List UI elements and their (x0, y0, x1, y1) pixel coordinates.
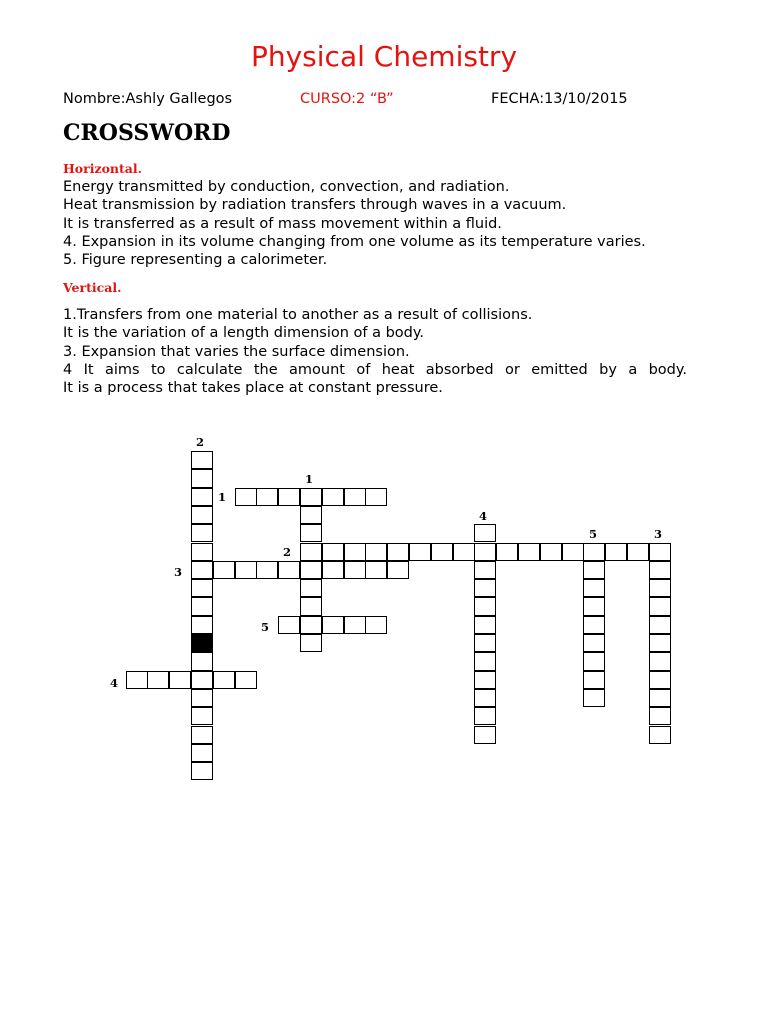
crossword-cell[interactable] (474, 579, 496, 597)
crossword-cell[interactable] (344, 561, 366, 579)
crossword-cell[interactable] (474, 524, 496, 542)
crossword-cell[interactable] (649, 726, 671, 744)
crossword-cell[interactable] (583, 579, 605, 597)
crossword-cell[interactable] (300, 561, 322, 579)
crossword-cell[interactable] (235, 488, 257, 506)
horizontal-clue: Energy transmitted by conduction, convection, and radiation. (63, 179, 510, 195)
across-number: 5 (261, 620, 270, 634)
crossword-cell[interactable] (649, 597, 671, 615)
crossword-cell[interactable] (300, 597, 322, 615)
horizontal-heading: Horizontal. (63, 161, 142, 176)
crossword-cell[interactable] (278, 561, 300, 579)
crossword-cell[interactable] (191, 744, 213, 762)
horizontal-clue: Heat transmission by radiation transfers through waves in a vacuum. (63, 197, 567, 214)
crossword-cell[interactable] (583, 616, 605, 634)
crossword-cell[interactable] (213, 671, 235, 689)
crossword-cell[interactable] (649, 689, 671, 707)
vertical-clue: 1.Transfers from one material to another as a result of collisions. (63, 307, 533, 323)
crossword-cell[interactable] (431, 543, 453, 561)
crossword-black-cell (191, 634, 213, 652)
crossword-cell[interactable] (365, 561, 387, 579)
crossword-cell[interactable] (191, 543, 213, 561)
crossword-cell[interactable] (474, 616, 496, 634)
across-number: 3 (174, 565, 183, 579)
crossword-cell[interactable] (235, 671, 257, 689)
down-number: 1 (305, 472, 314, 486)
crossword-cell[interactable] (300, 579, 322, 597)
down-number: 5 (589, 527, 598, 541)
crossword-cell[interactable] (474, 689, 496, 707)
crossword-cell[interactable] (191, 689, 213, 707)
crossword-cell[interactable] (387, 543, 409, 561)
crossword-cell[interactable] (147, 671, 169, 689)
crossword-cell[interactable] (300, 524, 322, 542)
page-title: Physical Chemistry (250, 40, 518, 73)
across-number: 1 (218, 490, 227, 504)
crossword-cell[interactable] (300, 543, 322, 561)
vertical-heading: Vertical. (63, 280, 122, 295)
crossword-cell[interactable] (649, 579, 671, 597)
crossword-cell[interactable] (300, 616, 322, 634)
crossword-cell[interactable] (126, 671, 148, 689)
crossword-cell[interactable] (496, 543, 518, 561)
crossword-cell[interactable] (191, 726, 213, 744)
crossword-cell[interactable] (474, 597, 496, 615)
crossword-cell[interactable] (344, 543, 366, 561)
across-number: 2 (283, 545, 292, 559)
crossword-cell[interactable] (649, 616, 671, 634)
crossword-cell[interactable] (191, 506, 213, 524)
crossword-cell[interactable] (191, 469, 213, 487)
crossword-cell[interactable] (322, 561, 344, 579)
date-label: FECHA:13/10/2015 (491, 91, 628, 107)
crossword-cell[interactable] (583, 671, 605, 689)
crossword-cell[interactable] (169, 671, 191, 689)
student-name: Nombre:Ashly Gallegos (63, 91, 233, 107)
crossword-cell[interactable] (474, 707, 496, 725)
crossword-cell[interactable] (191, 451, 213, 469)
crossword-cell[interactable] (322, 616, 344, 634)
vertical-clue: 3. Expansion that varies the surface dimension. (63, 343, 410, 360)
crossword-cell[interactable] (191, 524, 213, 542)
crossword-cell[interactable] (649, 634, 671, 652)
course-label: CURSO:2 “B” (300, 91, 394, 107)
crossword-cell[interactable] (365, 543, 387, 561)
crossword-cell[interactable] (583, 652, 605, 670)
crossword-cell[interactable] (344, 488, 366, 506)
crossword-cell[interactable] (365, 616, 387, 634)
crossword-cell[interactable] (191, 616, 213, 634)
crossword-cell[interactable] (191, 671, 213, 689)
crossword-cell[interactable] (191, 762, 213, 780)
crossword-cell[interactable] (649, 671, 671, 689)
crossword-cell[interactable] (649, 652, 671, 670)
crossword-cell[interactable] (365, 488, 387, 506)
vertical-clue: It is a process that takes place at constant pressure. (63, 380, 443, 397)
crossword-cell[interactable] (278, 616, 300, 634)
crossword-cell[interactable] (278, 488, 300, 506)
crossword-cell[interactable] (583, 543, 605, 561)
crossword-cell[interactable] (649, 543, 671, 561)
vertical-clue: 4 It aims to calculate the amount of heat absorbed or emitted by a body. (63, 361, 687, 378)
crossword-cell[interactable] (213, 561, 235, 579)
crossword-cell[interactable] (191, 579, 213, 597)
crossword-cell[interactable] (474, 671, 496, 689)
crossword-cell[interactable] (474, 561, 496, 579)
across-number: 4 (110, 676, 119, 690)
crossword-cell[interactable] (474, 634, 496, 652)
down-number: 4 (479, 509, 488, 523)
crossword-cell[interactable] (344, 616, 366, 634)
crossword-cell[interactable] (300, 488, 322, 506)
vertical-clue: It is the variation of a length dimension of a body. (63, 325, 425, 342)
horizontal-clue: 4. Expansion in its volume changing from one volume as its temperature varies. (63, 233, 646, 250)
crossword-cell[interactable] (300, 506, 322, 524)
crossword-cell[interactable] (322, 543, 344, 561)
crossword-cell[interactable] (627, 543, 649, 561)
crossword-cell[interactable] (453, 543, 475, 561)
crossword-cell[interactable] (474, 543, 496, 561)
crossword-cell[interactable] (235, 561, 257, 579)
crossword-cell[interactable] (191, 561, 213, 579)
crossword-cell[interactable] (583, 561, 605, 579)
crossword-heading: CROSSWORD (63, 120, 231, 146)
crossword-cell[interactable] (649, 561, 671, 579)
crossword-cell[interactable] (300, 634, 322, 652)
crossword-cell[interactable] (474, 726, 496, 744)
crossword-cell[interactable] (256, 488, 278, 506)
crossword-cell[interactable] (583, 597, 605, 615)
crossword-cell[interactable] (322, 488, 344, 506)
crossword-cell[interactable] (191, 488, 213, 506)
crossword-cell[interactable] (256, 561, 278, 579)
crossword-cell[interactable] (474, 652, 496, 670)
crossword-cell[interactable] (562, 543, 584, 561)
crossword-cell[interactable] (583, 634, 605, 652)
crossword-cell[interactable] (191, 707, 213, 725)
horizontal-clue: 5. Figure representing a calorimeter. (63, 252, 328, 269)
crossword-cell[interactable] (583, 689, 605, 707)
crossword-cell[interactable] (540, 543, 562, 561)
crossword-cell[interactable] (605, 543, 627, 561)
crossword-cell[interactable] (191, 652, 213, 670)
down-number: 3 (654, 527, 663, 541)
horizontal-clue: It is transferred as a result of mass movement within a fluid. (63, 215, 502, 232)
crossword-cell[interactable] (191, 597, 213, 615)
crossword-cell[interactable] (518, 543, 540, 561)
crossword-cell[interactable] (387, 561, 409, 579)
crossword-cell[interactable] (409, 543, 431, 561)
down-number: 2 (196, 435, 205, 449)
crossword-cell[interactable] (649, 707, 671, 725)
